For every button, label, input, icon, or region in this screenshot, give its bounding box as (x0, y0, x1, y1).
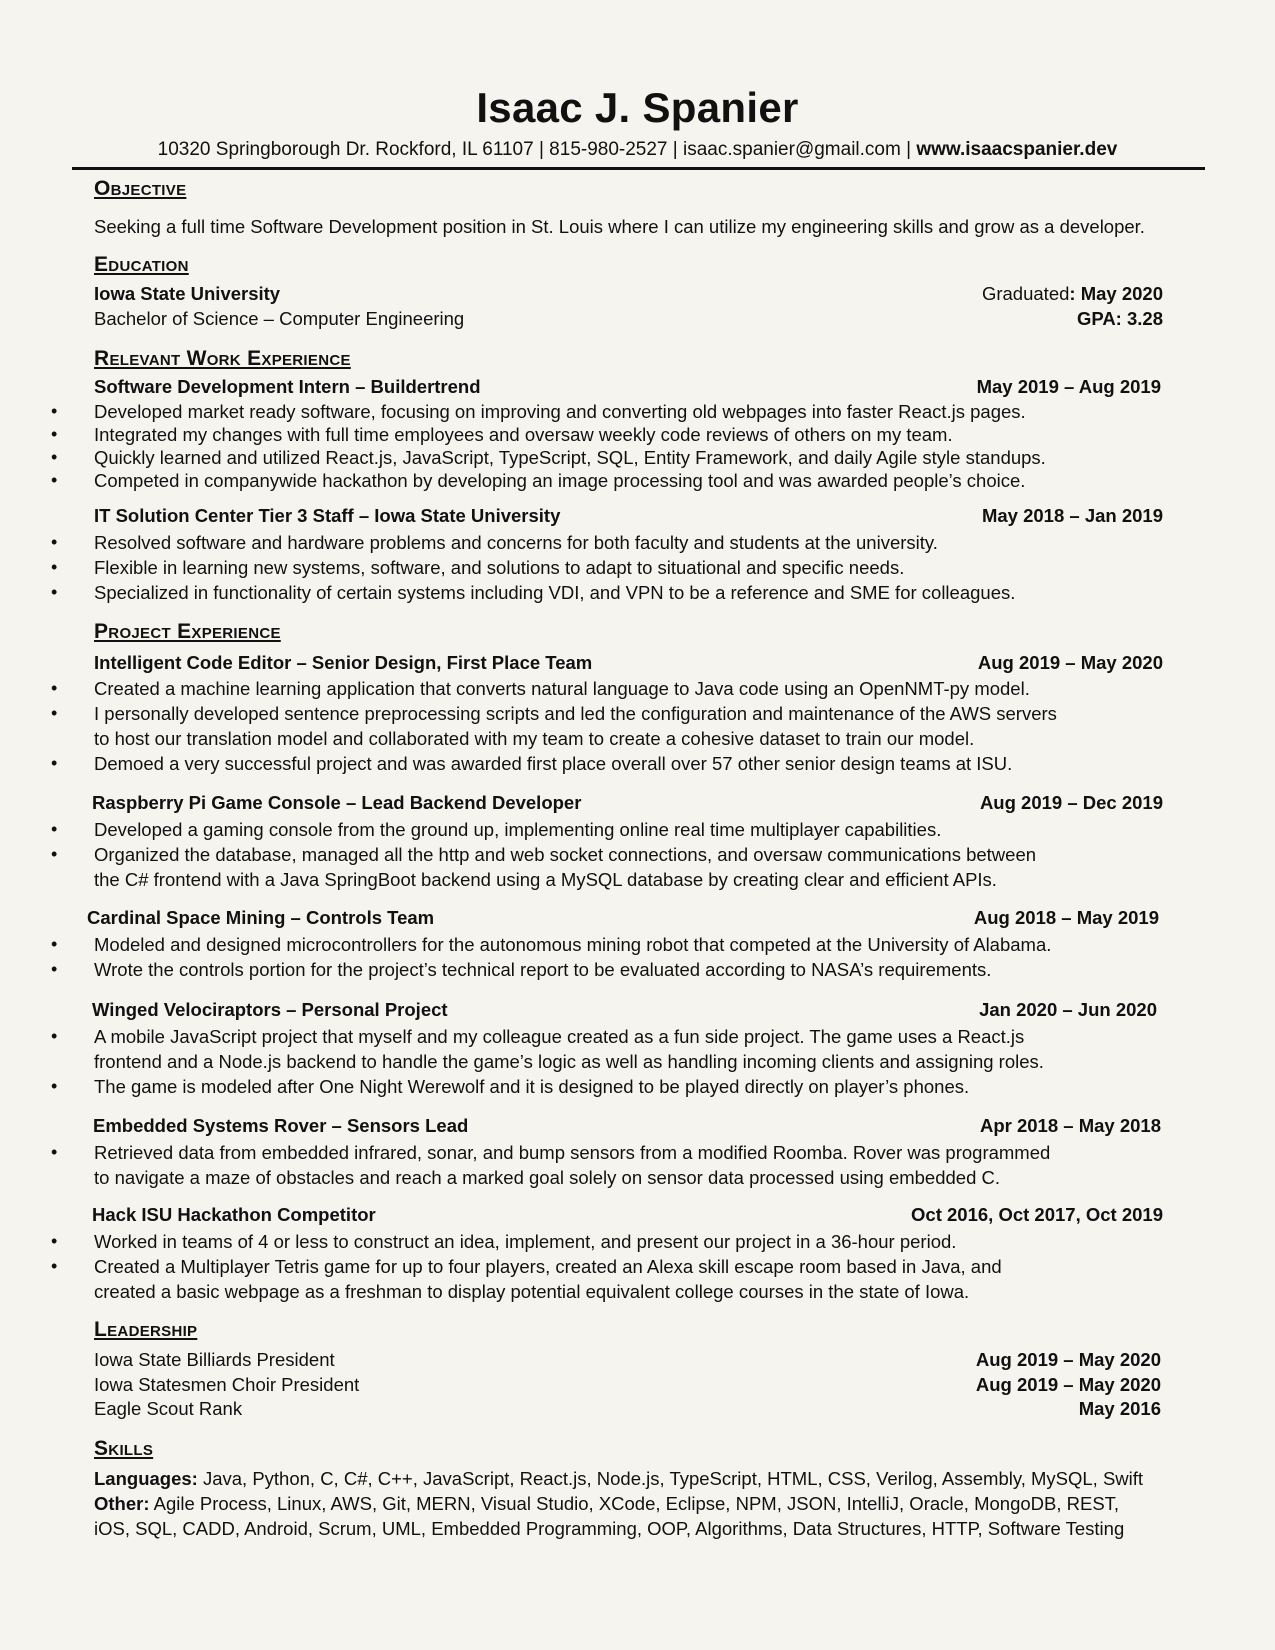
section-title-projects: Project Experience (94, 620, 281, 643)
leadership-label: Iowa State Billiards President (94, 1349, 335, 1370)
project-header (87, 906, 1163, 930)
languages-list: Java, Python, C, C#, C++, JavaScript, React.js, Node.js, TypeScript, HTML, CSS, Verilog, Assembly, MySQL, Swift (197, 1468, 1144, 1489)
bullet-item: • Created a machine learning application that converts natural language to Java code using an OpenNMT-py model. (0, 676, 1060, 701)
leadership-label: Eagle Scout Rank (94, 1398, 243, 1419)
project-header (94, 998, 1163, 1022)
gpa: GPA: 3.28 (1076, 308, 1163, 329)
project-header (94, 651, 1163, 675)
graduation-label: Graduated (981, 283, 1070, 304)
project-header (94, 1203, 1163, 1227)
job-header (94, 504, 1163, 528)
candidate-name: Isaac J. Spanier (476, 84, 799, 131)
bullet-item: • The game is modeled after One Night Werewolf and it is designed to be played directly on player’s phones. (0, 1074, 1060, 1099)
bullet-item: • Wrote the controls portion for the project’s technical report to be evaluated according to NASA’s requirements. (0, 957, 1060, 982)
section-title-leadership: Leadership (94, 1318, 198, 1341)
project-dates: Jan 2020 – Jun 2020 (979, 999, 1157, 1020)
website-link[interactable]: www.isaacspanier.dev (916, 139, 1118, 160)
bullet-item: • A mobile JavaScript project that myself and my colleague created as a fun side project. The game uses a React.js frontend and a Node.js backend to handle the game’s logic as well as handling incoming clients and assigning roles. (0, 1024, 1060, 1074)
leadership-row (94, 1397, 1163, 1421)
bullet-item: • Resolved software and hardware problems and concerns for both faculty and students at the university. (0, 530, 1060, 555)
bullet-item: • Competed in companywide hackathon by developing an image processing tool and was awarded people’s choice. (0, 468, 1060, 493)
job-bullets (0, 399, 1060, 493)
section-title-skills: Skills (94, 1437, 154, 1460)
bullet-item: • Demoed a very successful project and was awarded first place overall over 57 other senior design teams at ISU. (0, 751, 1060, 776)
bullet-item: • Quickly learned and utilized React.js, JavaScript, TypeScript, SQL, Entity Framework, and daily Agile style standups. (0, 445, 1060, 470)
project-role: Hack ISU Hackathon Competitor (92, 1204, 376, 1225)
leadership-dates: Aug 2019 – May 2020 (975, 1374, 1161, 1395)
project-role: Cardinal Space Mining – Controls Team (87, 907, 435, 928)
job-dates: May 2019 – Aug 2019 (976, 376, 1161, 397)
job-bullets (0, 530, 1060, 605)
section-title-work: Relevant Work Experience (94, 347, 351, 370)
project-dates: Aug 2019 – Dec 2019 (979, 792, 1163, 813)
graduation-value: : May 2020 (1069, 283, 1163, 304)
section-title-education: Education (94, 253, 189, 276)
bullet-item: • Developed market ready software, focusing on improving and converting old webpages into faster React.js pages. (0, 399, 1060, 424)
bullet-item: • Worked in teams of 4 or less to construct an idea, implement, and present our project in a 36-hour period. (0, 1229, 1060, 1254)
project-dates: Apr 2018 – May 2018 (979, 1115, 1161, 1136)
leadership-dates: Aug 2019 – May 2020 (975, 1349, 1161, 1370)
job-dates: May 2018 – Jan 2019 (981, 505, 1163, 526)
project-bullets (0, 676, 1060, 776)
degree: Bachelor of Science – Computer Engineering (94, 308, 465, 329)
project-bullets (0, 1229, 1060, 1304)
graduation-date (982, 282, 1163, 306)
school-name: Iowa State University (94, 283, 281, 304)
job-role: IT Solution Center Tier 3 Staff – Iowa State University (94, 505, 561, 526)
project-bullets (0, 1024, 1060, 1099)
other-label: Other: (94, 1493, 150, 1514)
project-role: Embedded Systems Rover – Sensors Lead (93, 1115, 469, 1136)
project-dates: Oct 2016, Oct 2017, Oct 2019 (911, 1204, 1163, 1225)
leadership-dates: May 2016 (1078, 1398, 1161, 1419)
header-divider (72, 167, 1205, 170)
project-bullets (0, 1140, 1060, 1190)
project-bullets (0, 932, 1060, 982)
skills-other (94, 1491, 1154, 1541)
languages-label: Languages: (94, 1468, 198, 1489)
job-role: Software Development Intern – Buildertrend (94, 376, 481, 397)
project-role: Winged Velociraptors – Personal Project (92, 999, 448, 1020)
project-role: Intelligent Code Editor – Senior Design, First Place Team (94, 652, 593, 673)
project-dates: Aug 2018 – May 2019 (973, 907, 1159, 928)
bullet-item: • Specialized in functionality of certain systems including VDI, and VPN to be a reference and SME for colleagues. (0, 580, 1060, 605)
bullet-item: • Developed a gaming console from the ground up, implementing online real time multiplayer capabilities. (0, 817, 1060, 842)
project-header (94, 1114, 1163, 1138)
leadership-row (94, 1373, 1163, 1397)
bullet-item: • Flexible in learning new systems, software, and solutions to adapt to situational and specific needs. (0, 555, 1060, 580)
bullet-item: • Modeled and designed microcontrollers for the autonomous mining robot that competed at the University of Alabama. (0, 932, 1060, 957)
job-header (94, 375, 1163, 399)
leadership-label: Iowa Statesmen Choir President (94, 1374, 360, 1395)
bullet-item: • Organized the database, managed all the http and web socket connections, and oversaw communications between the C# frontend with a Java SpringBoot backend using a MySQL database by creating clear and efficient APIs. (0, 842, 1060, 892)
section-title-objective: Objective (94, 177, 187, 200)
other-list: Agile Process, Linux, AWS, Git, MERN, Visual Studio, XCode, Eclipse, NPM, JSON, IntelliJ, Oracle, MongoDB, REST, iOS, SQL, CADD, Android, Scrum, UML, Embedded Programming, OOP, Algorithms, Data Structures, HTTP, Software Testing (94, 1493, 1125, 1539)
contact-line (0, 139, 1275, 161)
bullet-item: • Created a Multiplayer Tetris game for up to four players, created an Alexa skill escape room based in Java, and created a basic webpage as a freshman to display potential equivalent college courses in the state of Iowa. (0, 1254, 1060, 1304)
project-role: Raspberry Pi Game Console – Lead Backend Developer (92, 792, 582, 813)
project-bullets (0, 817, 1060, 892)
project-header (94, 791, 1163, 815)
project-dates: Aug 2019 – May 2020 (977, 652, 1163, 673)
objective-text: Seeking a full time Software Development position in St. Louis where I can utilize my engineering skills and grow as a developer. (94, 216, 1145, 237)
skills-languages (94, 1466, 1174, 1491)
education-row-degree (94, 307, 1163, 331)
leadership-row (94, 1348, 1163, 1372)
bullet-item: • I personally developed sentence preprocessing scripts and led the configuration and maintenance of the AWS servers to host our translation model and collaborated with my team to create a cohesive dataset to train our model. (0, 701, 1060, 751)
education-row-school (94, 282, 1163, 306)
contact-details: 10320 Springborough Dr. Rockford, IL 61107 | 815-980-2527 | isaac.spanier@gmail.com | (157, 139, 917, 160)
bullet-item: • Retrieved data from embedded infrared, sonar, and bump sensors from a modified Roomba. Rover was programmed to navigate a maze of obstacles and reach a marked goal solely on sensor data processed using embedded C. (0, 1140, 1060, 1190)
bullet-item: • Integrated my changes with full time employees and oversaw weekly code reviews of others on my team. (0, 422, 1060, 447)
